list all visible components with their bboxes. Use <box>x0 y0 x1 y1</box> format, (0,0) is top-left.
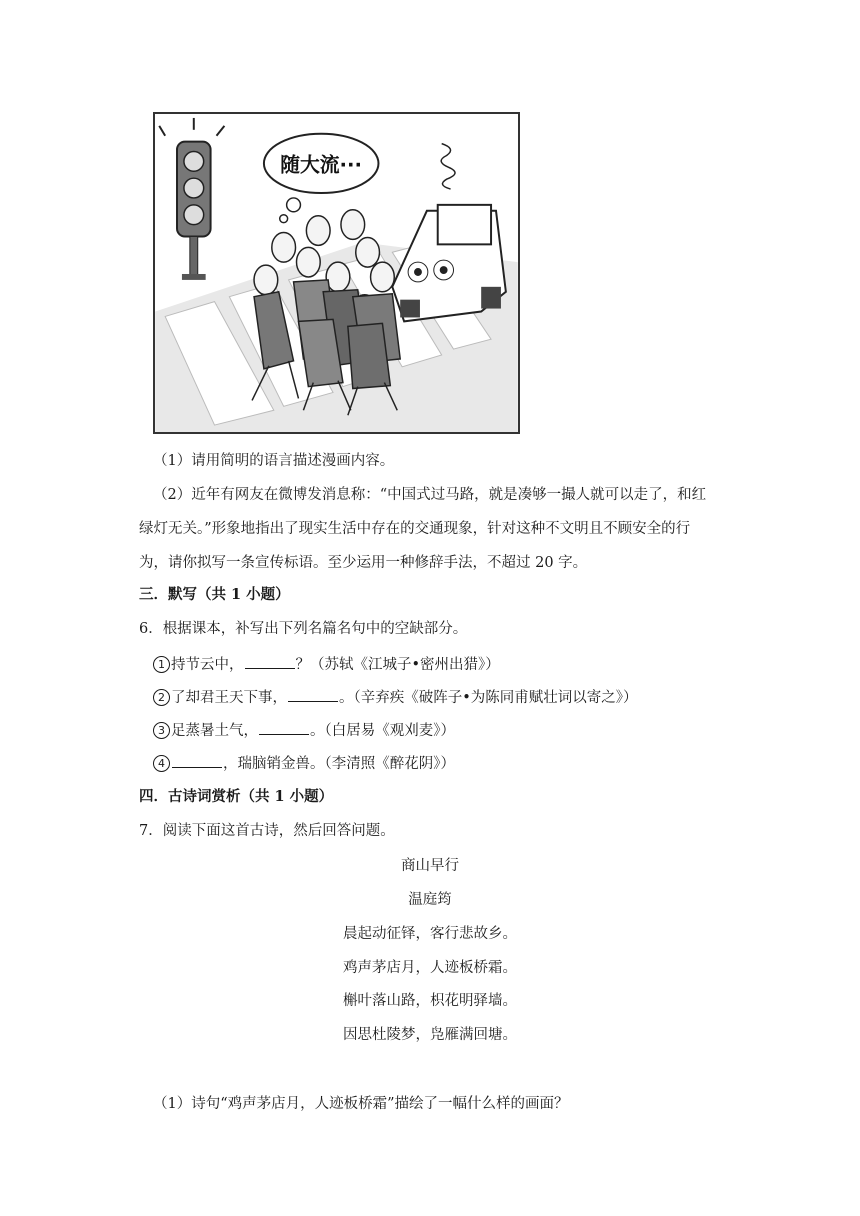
item-number-1: 1 <box>153 656 170 673</box>
item-1-blank <box>245 654 295 669</box>
item-3-blank <box>259 720 309 735</box>
poem-title: 商山早行 <box>401 858 459 874</box>
q6-item-2 <box>153 687 638 708</box>
cartoon-illustration <box>153 112 520 434</box>
q5-sub2-line1: （2）近年有网友在微博发消息称：“中国式过马路，就是凑够一撮人就可以走了，和红 <box>153 487 707 503</box>
squiggle-icon <box>441 144 455 189</box>
thought-bubble <box>264 134 379 223</box>
poem-author: 温庭筠 <box>408 892 452 908</box>
item-4-blank <box>172 753 222 768</box>
q7-stem: 7．阅读下面这首古诗，然后回答问题。 <box>139 823 395 839</box>
item-number-2: 2 <box>153 689 170 706</box>
poem-line-3: 槲叶落山路，枳花明驿墙。 <box>343 993 517 1009</box>
q6-item-3 <box>153 720 455 741</box>
item-2-before: 了却君王天下事， <box>171 690 287 706</box>
poem-line-1: 晨起动征铎，客行悲故乡。 <box>343 926 517 942</box>
item-number-4: 4 <box>153 755 170 772</box>
item-2-blank <box>288 687 338 702</box>
traffic-light-icon <box>159 118 224 280</box>
bubble-text: 随大流··· <box>280 153 363 177</box>
poem-line-2: 鸡声茅店月，人迹板桥霜。 <box>343 960 517 976</box>
section4-heading: 四．古诗词赏析（共 1 小题） <box>139 788 334 805</box>
poem-line-4: 因思杜陵梦，凫雁满回塘。 <box>343 1027 517 1043</box>
q5-sub2-line2: 绿灯无关。”形象地指出了现实生活中存在的交通现象，针对这种不文明且不顾安全的行 <box>139 521 691 537</box>
car-icon <box>392 205 506 322</box>
item-4-after: ，瑞脑销金兽。（李清照《醉花阴》） <box>223 756 455 772</box>
q5-sub2-line3: 为，请你拟写一条宣传标语。至少运用一种修辞手法，不超过 20 字。 <box>139 555 588 571</box>
item-3-before: 足蒸暑土气， <box>171 723 258 739</box>
item-2-after: 。（辛弃疾《破阵子•为陈同甫赋壮词以寄之》） <box>339 690 638 706</box>
item-3-after: 。（白居易《观刈麦》） <box>310 723 455 739</box>
item-1-after: ？（苏轼《江城子•密州出猎》） <box>295 657 500 673</box>
q5-sub1: （1）请用简明的语言描述漫画内容。 <box>153 453 395 469</box>
item-1-before: 持节云中， <box>171 657 244 673</box>
q6-stem: 6．根据课本，补写出下列名篇名句中的空缺部分。 <box>139 621 468 637</box>
q6-item-1 <box>153 654 500 675</box>
item-number-3: 3 <box>153 722 170 739</box>
section3-heading: 三．默写（共 1 小题） <box>139 586 290 603</box>
q7-sub1: （1）诗句“鸡声茅店月，人迹板桥霜”描绘了一幅什么样的画面？ <box>153 1096 569 1112</box>
q6-item-4 <box>153 753 455 774</box>
cartoon-drawing <box>155 114 518 432</box>
